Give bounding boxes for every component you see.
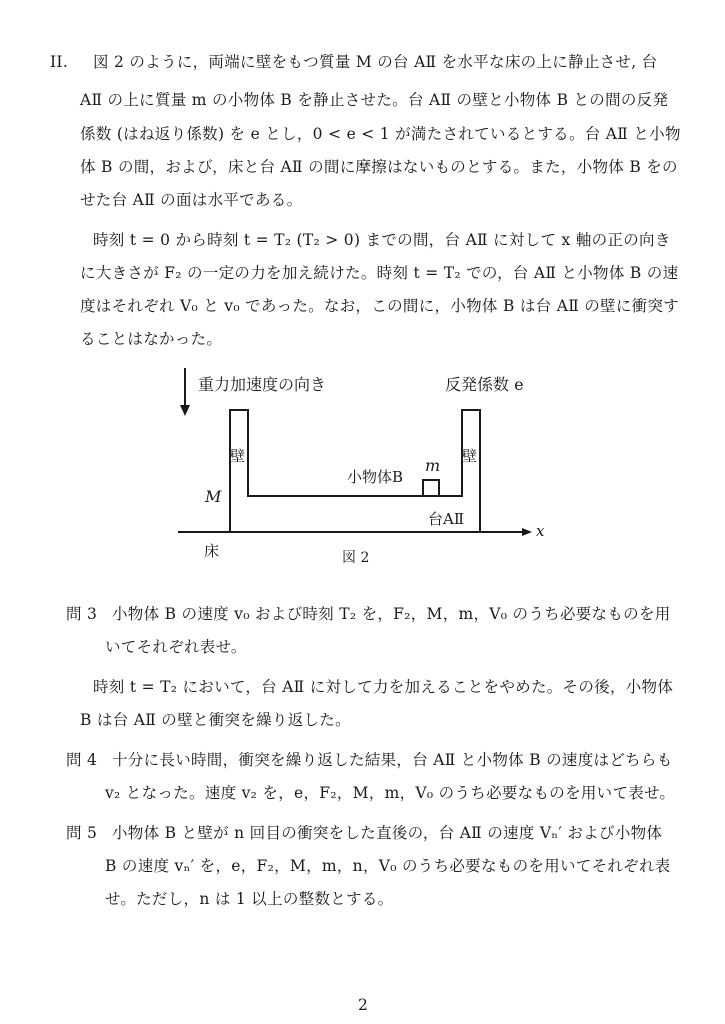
right-wall-label: 壁	[462, 447, 478, 465]
q4-label: 問 4	[66, 751, 98, 769]
small-block-b	[423, 480, 439, 496]
stop-line-1: 時刻 t = T₂ において，台 AⅡ に対して力を加えることをやめた。その後，小物体	[93, 678, 674, 696]
mass-m-label: m	[425, 456, 441, 475]
q5-line-1: 小物体 B と壁が n 回目の衝突をした直後の，台 AⅡ の速度 Vₙ′ および小物体	[112, 824, 663, 842]
small-block-label: 小物体B	[347, 468, 404, 486]
left-wall-label: 壁	[230, 447, 246, 465]
force-line-2: に大きさが F₂ の一定の力を加え続けた。時刻 t = T₂ での，台 AⅡ と小物体 B の速	[80, 264, 679, 282]
section-line-4: 体 B の間，および，床と台 AⅡ の間に摩擦はないものとする。また，小物体 B をの	[80, 158, 678, 176]
q5-line-3: せ。ただし，n は 1 以上の整数とする。	[105, 890, 394, 908]
q5-line-2: B の速度 vₙ′ を，e，F₂，M，m，n，V₀ のうち必要なものを用いてそれぞれ表	[105, 857, 671, 875]
x-axis-label: x	[536, 522, 545, 540]
platform-label: 台AⅡ	[428, 510, 465, 528]
force-line-4: ることはなかった。	[80, 330, 223, 348]
force-line-3: 度はそれぞれ V₀ と v₀ であった。なお，この間に，小物体 B は台 AⅡ の壁に衝突す	[80, 297, 680, 315]
section-line-2: AⅡ の上に質量 m の小物体 B を静止させた。台 AⅡ の壁と小物体 B との間の反発	[80, 91, 669, 109]
figure-caption: 図 2	[342, 550, 370, 566]
q3-line-2: いてそれぞれ表せ。	[105, 638, 247, 656]
floor-label: 床	[204, 542, 220, 560]
section-line-1: 図 2 のように，両端に壁をもつ質量 M の台 AⅡ を水平な床の上に静止させ, 台	[93, 53, 658, 71]
restitution-label: 反発係数 e	[445, 375, 524, 394]
section-line-5: せた台 AⅡ の面は水平である。	[80, 191, 303, 209]
force-line-1: 時刻 t = 0 から時刻 t = T₂ (T₂ > 0) までの間，台 AⅡ に対して x 軸の正の向き	[93, 231, 671, 249]
x-axis-arrowhead	[522, 528, 532, 536]
mass-M-label: M	[205, 487, 222, 506]
gravity-label: 重力加速度の向き	[198, 375, 327, 394]
q3-label: 問 3	[66, 605, 98, 623]
q4-line-2: v₂ となった。速度 v₂ を，e，F₂，M，m，V₀ のうち必要なものを用いて表せ。	[105, 784, 676, 802]
q4-line-1: 十分に長い時間，衝突を繰り返した結果，台 AⅡ と小物体 B の速度はどちらも	[112, 751, 673, 769]
gravity-arrowhead	[180, 405, 190, 416]
q3-line-1: 小物体 B の速度 v₀ および時刻 T₂ を，F₂，M，m，V₀ のうち必要なものを用	[112, 605, 671, 623]
page-number: 2	[358, 996, 369, 1014]
section-label: II.	[50, 53, 69, 71]
section-line-3: 係数 (はね返り係数) を e とし，0 < e < 1 が満たされているとする。台 AⅡ と小物	[80, 125, 681, 143]
q5-label: 問 5	[66, 824, 98, 842]
stop-line-2: B は台 AⅡ の壁と衝突を繰り返した。	[80, 711, 351, 729]
